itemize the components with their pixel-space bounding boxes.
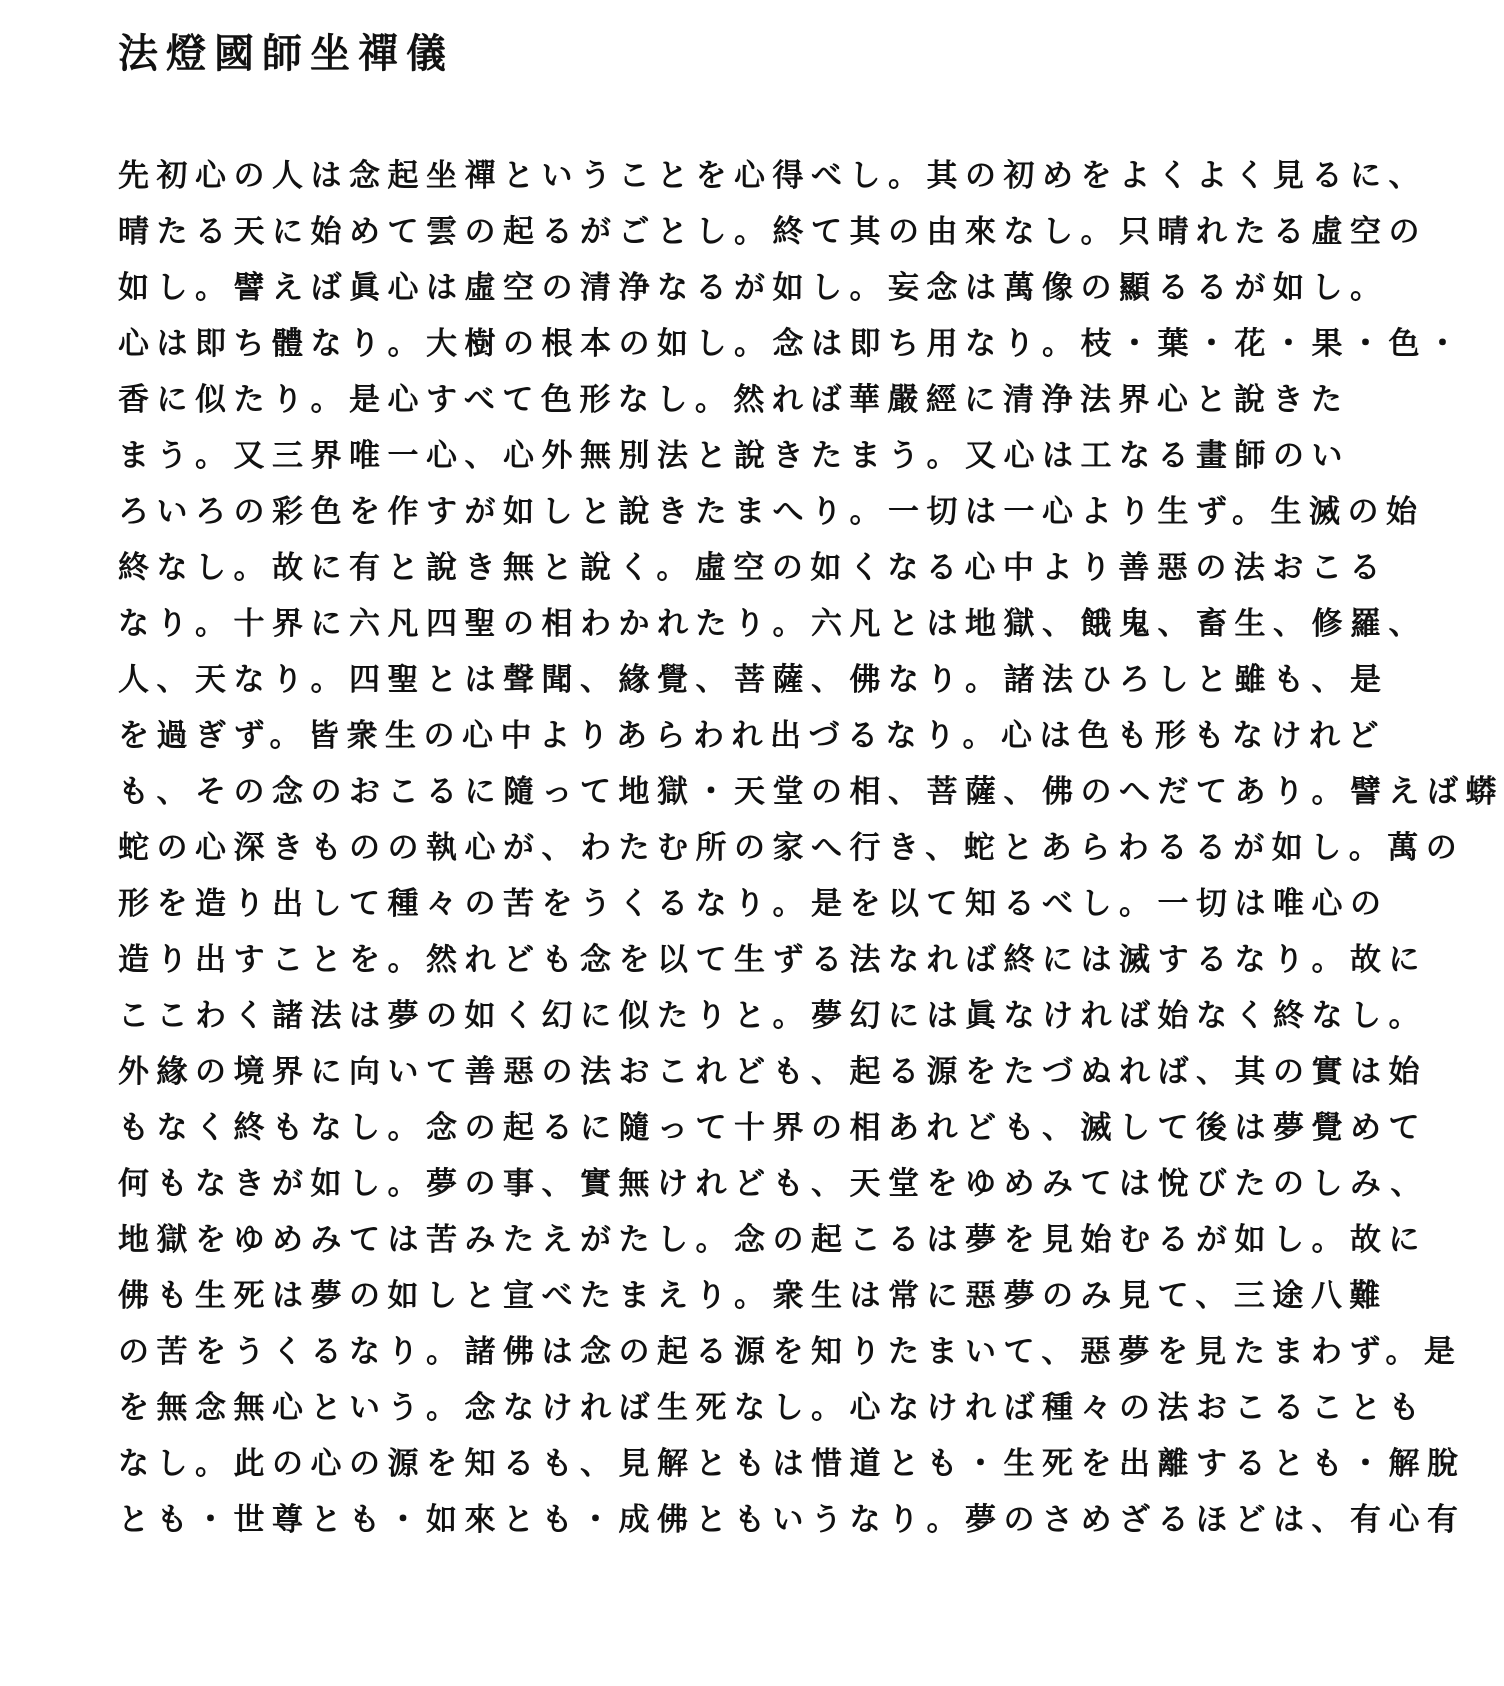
document-body [118,148,1504,1548]
text-line: 終なし。故に有と說き無と說く。虛空の如くなる心中より善惡の法おこる [118,550,1388,586]
text-line: 地獄をゆめみては苦みたえがたし。念の起こるは夢を見始むるが如し。故に [118,1222,1427,1258]
text-line: なり。十界に六凡四聖の相わかれたり。六凡とは地獄、餓鬼、畜生、修羅、 [118,606,1427,642]
text-line: 先初心の人は念起坐禪ということを心得べし。其の初めをよくよく見るに、 [118,158,1427,194]
text-line: 佛も生死は夢の如しと宣べたまえり。衆生は常に惡夢のみ見て、三途八難 [118,1278,1388,1314]
text-line: 香に似たり。是心すべて色形なし。然れば華嚴經に清浄法界心と說きた [118,382,1350,418]
text-line: とも・世尊とも・如來とも・成佛ともいうなり。夢のさめざるほどは、有心有 [118,1502,1466,1538]
text-line: ろいろの彩色を作すが如しと說きたまへり。一切は一心より生ず。生滅の始 [118,494,1425,530]
text-line: 蛇の心深きものの執心が、わたむ所の家へ行き、蛇とあらわるるが如し。萬の [118,830,1465,866]
text-line: なし。此の心の源を知るも、見解ともは惜道とも・生死を出離するとも・解脫 [118,1446,1466,1482]
text-line: もなく終もなし。念の起るに隨って十界の相あれども、滅して後は夢覺めて [118,1110,1427,1146]
text-line: 心は即ち體なり。大樹の根本の如し。念は即ち用なり。枝・葉・花・果・色・ [118,326,1466,362]
text-line: 晴たる天に始めて雲の起るがごとし。終て其の由來なし。只晴れたる虛空の [118,214,1427,250]
text-line: 外緣の境界に向いて善惡の法おこれども、起る源をたづぬれば、其の實は始 [118,1054,1427,1090]
text-line: 人、天なり。四聖とは聲聞、緣覺、菩薩、佛なり。諸法ひろしと雖も、是 [118,662,1389,698]
text-line: を過ぎず。皆衆生の心中よりあらわれ出づるなり。心は色も形もなけれど [118,718,1387,754]
text-line: 造り出すことを。然れども念を以て生ずる法なれば終には滅するなり。故に [118,942,1427,978]
document-title: 法燈國師坐禪儀 [118,30,454,77]
text-line: を無念無心という。念なければ生死なし。心なければ種々の法おこることも [118,1390,1427,1426]
text-line: の苦をうくるなり。諸佛は念の起る源を知りたまいて、惡夢を見たまわず。是 [118,1334,1463,1370]
text-line: 如し。譬えば眞心は虛空の清浄なるが如し。妄念は萬像の顯るるが如し。 [118,270,1389,306]
text-line: も、その念のおこるに隨って地獄・天堂の相、菩薩、佛のへだてあり。譬えば蟒 [118,774,1504,810]
text-line: 何もなきが如し。夢の事、實無けれども、天堂をゆめみては悅びたのしみ、 [118,1166,1429,1202]
text-line: 形を造り出して種々の苦をうくるなり。是を以て知るべし。一切は唯心の [118,886,1389,922]
text-line: ここわく諸法は夢の如く幻に似たりと。夢幻には眞なければ始なく終なし。 [118,998,1427,1034]
text-line: まう。又三界唯一心、心外無別法と說きたまう。又心は工なる畫師のい [118,438,1350,474]
